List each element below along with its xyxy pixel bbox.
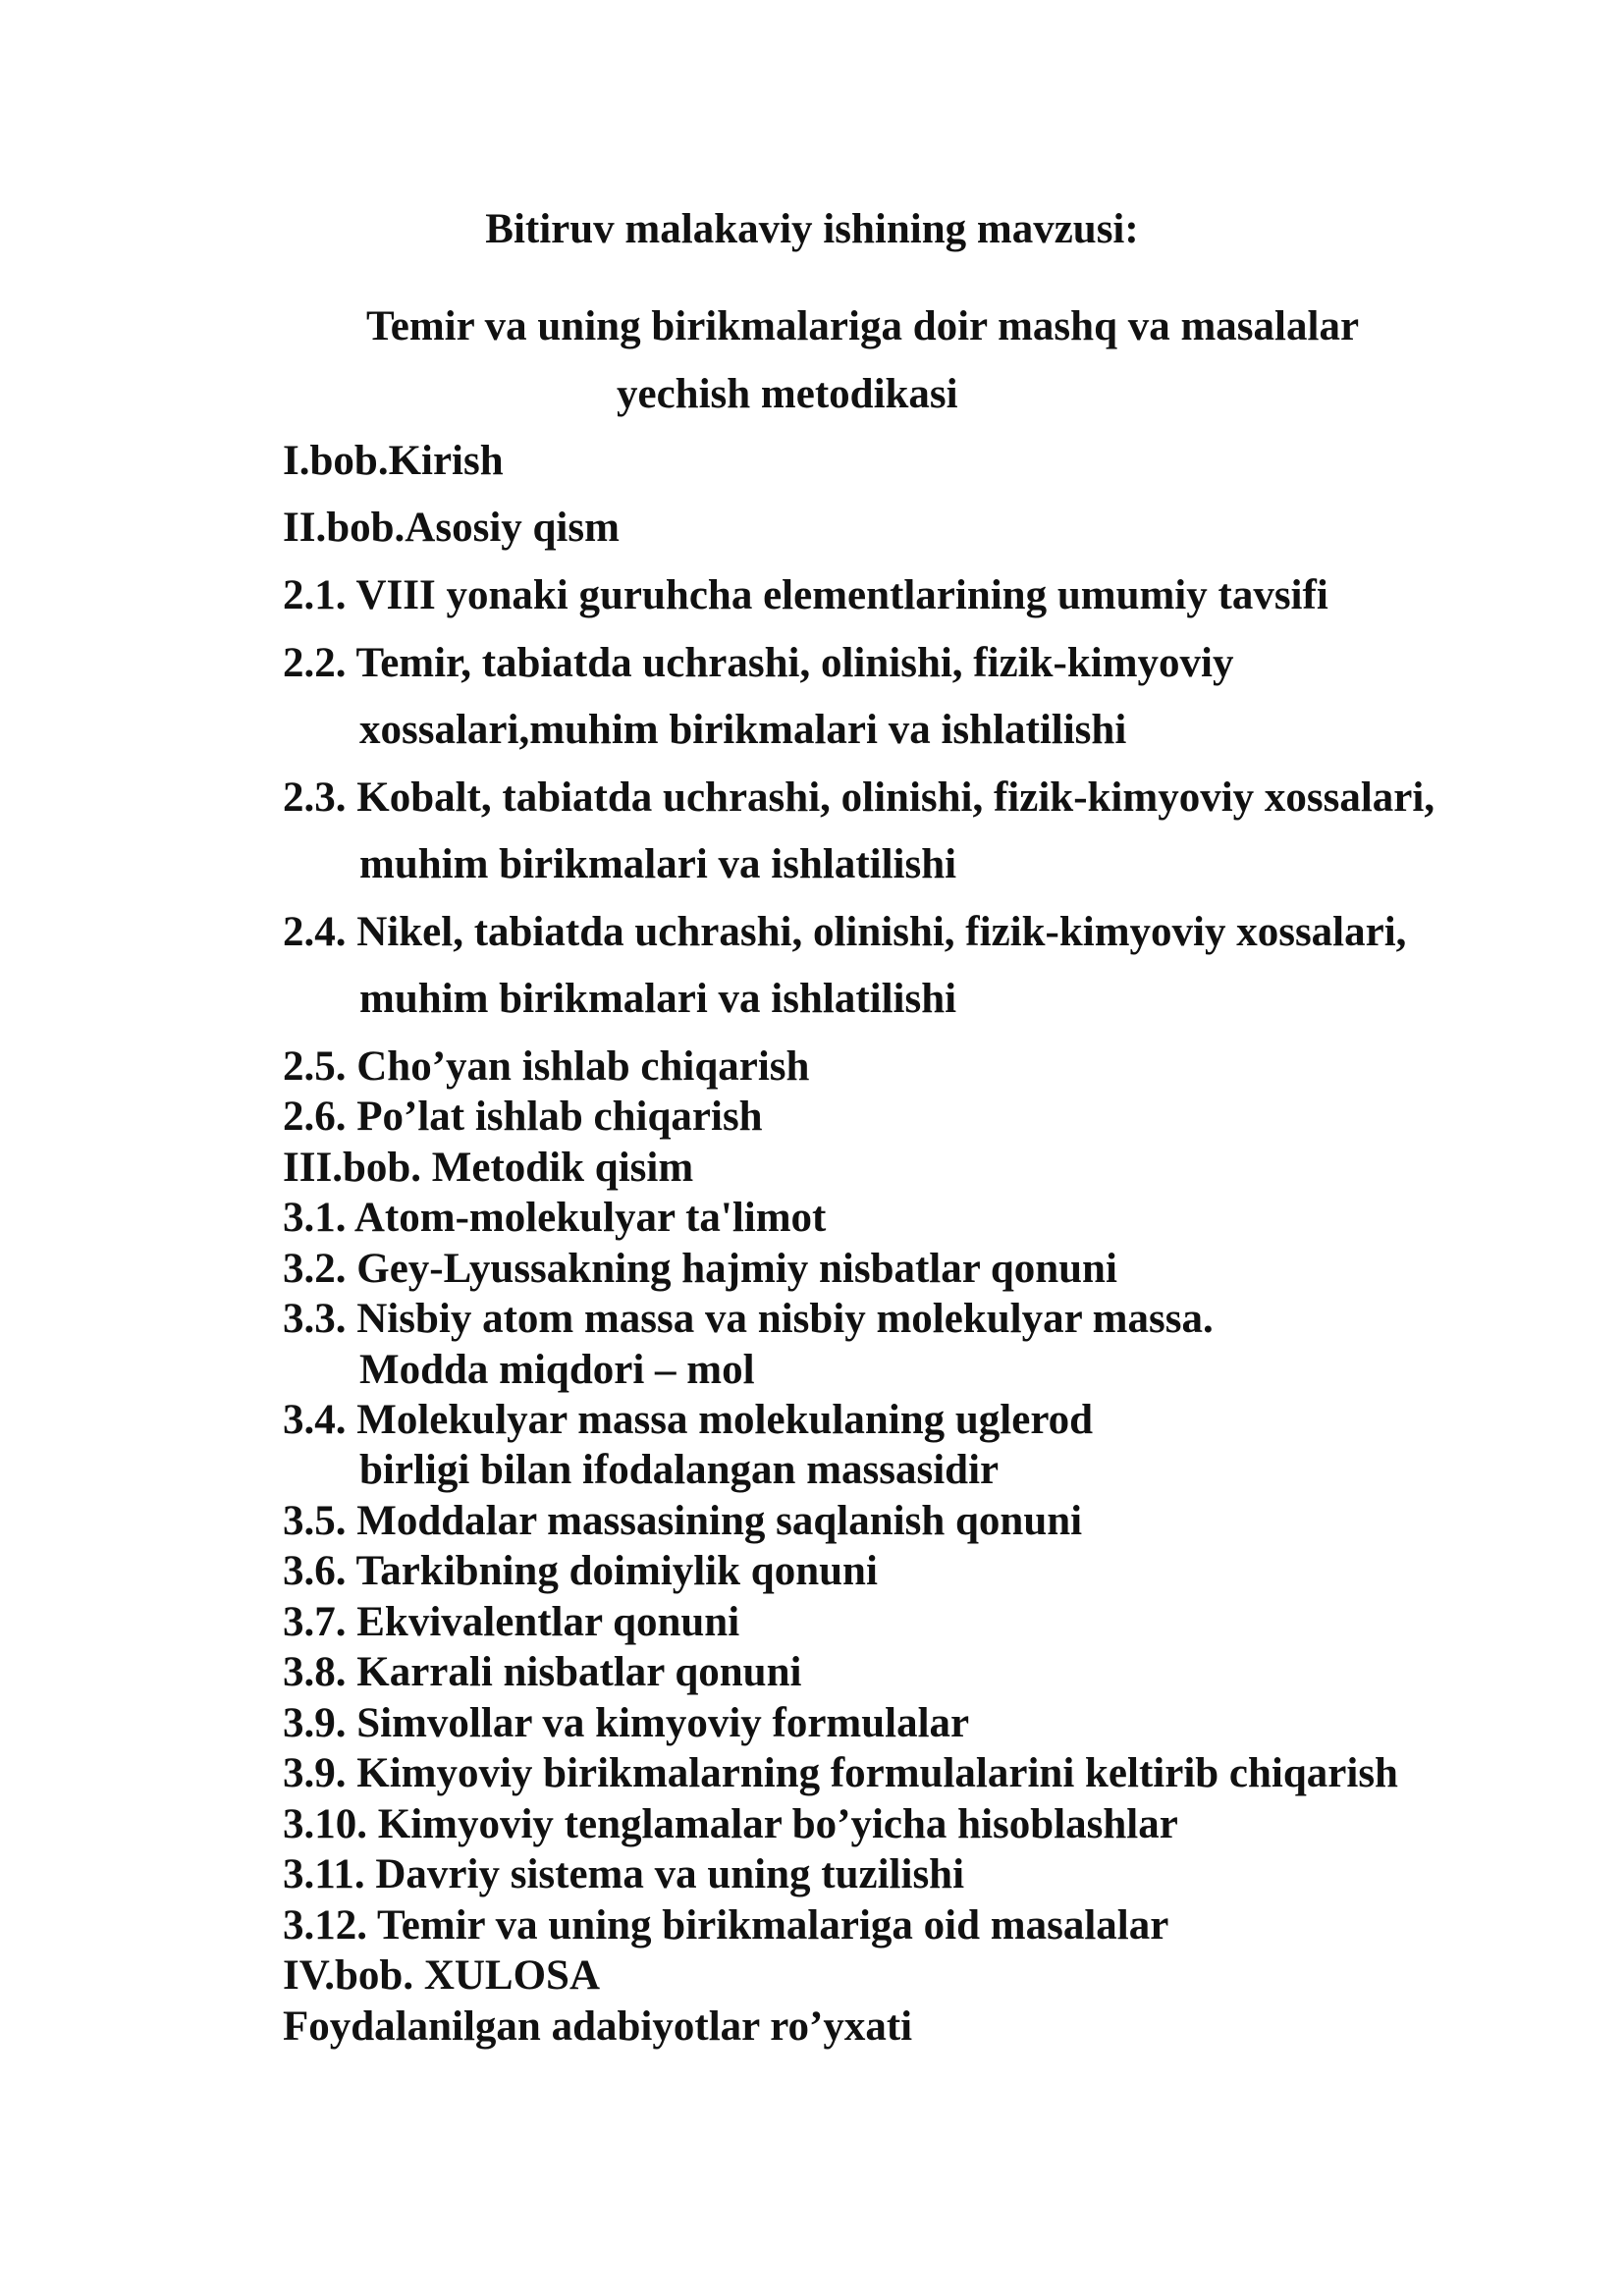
toc-references: Foydalanilgan adabiyotlar ro’yxati: [283, 2003, 913, 2050]
toc-item-3-2: 3.2. Gey-Lyussakning hajmiy nisbatlar qonuni: [283, 1246, 1117, 1292]
toc-item-3-3: 3.3. Nisbiy atom massa va nisbiy molekulyar massa.: [283, 1296, 1214, 1342]
toc-chapter-1: I.bob.Kirish: [283, 438, 504, 484]
toc-item-3-3-continued: Modda miqdori – mol: [359, 1347, 755, 1393]
toc-item-3-12: 3.12. Temir va uning birikmalariga oid masalalar: [283, 1902, 1169, 1949]
toc-item-2-2-continued: xossalari,muhim birikmalari va ishlatilishi: [359, 707, 1127, 753]
document-title-line-1: Temir va uning birikmalariga doir mashq va masalalar: [366, 303, 1360, 349]
toc-item-2-4-continued: muhim birikmalari va ishlatilishi: [359, 976, 957, 1022]
toc-item-2-4: 2.4. Nikel, tabiatda uchrashi, olinishi, fizik-kimyoviy xossalari,: [283, 909, 1407, 955]
document-title-line-2: yechish metodikasi: [617, 371, 958, 417]
toc-chapter-4: IV.bob. XULOSA: [283, 1952, 601, 1999]
toc-item-3-11: 3.11. Davriy sistema va uning tuzilishi: [283, 1851, 965, 1897]
toc-item-2-5: 2.5. Cho’yan ishlab chiqarish: [283, 1043, 810, 1090]
toc-item-3-4-continued: birligi bilan ifodalangan massasidir: [359, 1447, 1000, 1493]
toc-item-3-8: 3.8. Karrali nisbatlar qonuni: [283, 1649, 802, 1695]
toc-chapter-2: II.bob.Asosiy qism: [283, 505, 620, 551]
toc-item-2-3: 2.3. Kobalt, tabiatda uchrashi, olinishi, fizik-kimyoviy xossalari,: [283, 774, 1435, 821]
toc-item-2-2: 2.2. Temir, tabiatda uchrashi, olinishi, fizik-kimyoviy: [283, 640, 1234, 686]
toc-item-3-9: 3.9. Simvollar va kimyoviy formulalar: [283, 1700, 970, 1746]
toc-item-3-10: 3.10. Kimyoviy tenglamalar bo’yicha hisoblashlar: [283, 1801, 1178, 1847]
toc-item-3-9-b: 3.9. Kimyoviy birikmalarning formulalarini keltirib chiqarish: [283, 1750, 1398, 1796]
toc-item-3-4: 3.4. Molekulyar massa molekulaning uglerod: [283, 1397, 1094, 1443]
toc-item-2-6: 2.6. Po’lat ishlab chiqarish: [283, 1094, 763, 1140]
document-heading: Bitiruv malakaviy ishining mavzusi:: [485, 206, 1139, 252]
toc-item-3-6: 3.6. Tarkibning doimiylik qonuni: [283, 1548, 878, 1594]
toc-item-3-1: 3.1. Atom-molekulyar ta'limot: [283, 1195, 827, 1241]
toc-item-3-7: 3.7. Ekvivalentlar qonuni: [283, 1599, 740, 1645]
toc-item-3-5: 3.5. Moddalar massasining saqlanish qonuni: [283, 1498, 1083, 1544]
toc-chapter-3: III.bob. Metodik qisim: [283, 1145, 694, 1191]
toc-item-2-3-continued: muhim birikmalari va ishlatilishi: [359, 841, 957, 887]
toc-item-2-1: 2.1. VIII yonaki guruhcha elementlarining umumiy tavsifi: [283, 572, 1328, 618]
